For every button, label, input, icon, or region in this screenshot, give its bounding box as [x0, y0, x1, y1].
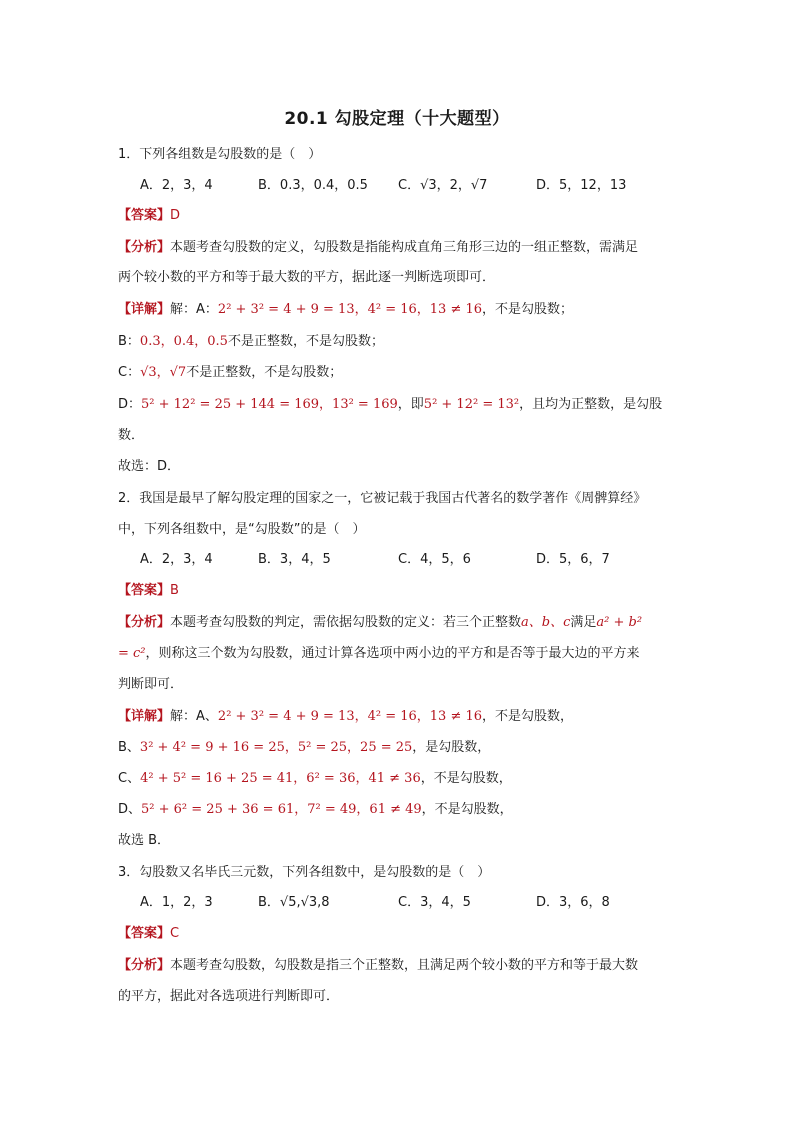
q3-answer-line: [118, 925, 179, 943]
q2-detail-text: D、: [118, 802, 142, 817]
q3-analysis-line-2: 的平方，据此对各选项进行判断即可．: [118, 989, 340, 1004]
q2-option-b: B．3，4，5: [258, 552, 331, 567]
q1-detail-text: ，即: [397, 397, 424, 412]
analysis-tag: 【分析】: [118, 958, 171, 973]
q1-detail-math: 5² + 12² = 13²: [423, 397, 520, 412]
q1-detail-math: 5² + 12² = 25 + 144 = 169，13² = 169: [141, 397, 398, 412]
q1-analysis-line-1: [118, 239, 638, 257]
q2-analysis-text: 本题考查勾股数的判定，需依据勾股数的定义：若三个正整数: [170, 615, 522, 630]
q2-detail-text: ，不是勾股数，: [421, 802, 513, 817]
q1-analysis-line-2: 两个较小数的平方和等于最大数的平方，据此逐一判断选项即可．: [118, 270, 496, 285]
q1-detail-line-4: [118, 396, 662, 414]
q2-detail-line-3: [118, 770, 512, 788]
q2-detail-text: C、: [118, 771, 141, 786]
q2-analysis-text: 满足: [570, 615, 597, 630]
page-title: 20.1 勾股定理（十大题型）: [284, 109, 510, 129]
q2-answer: B: [170, 583, 179, 598]
q2-analysis-line-1: [118, 614, 642, 632]
q2-conclusion: 故选 B．: [118, 833, 171, 848]
q2-option-a: A．2，3，4: [140, 552, 213, 567]
q1-detail-math: 0.3，0.4，0.5: [139, 334, 228, 349]
q2-analysis-line-3: 判断即可．: [118, 677, 184, 692]
q3-option-b: B．√5,√3,8: [258, 895, 330, 910]
q1-detail-math: √3，√7: [140, 365, 187, 380]
q1-conclusion: 故选：D．: [118, 459, 181, 474]
q1-answer: D: [170, 208, 181, 223]
q2-option-d: D．5，6，7: [536, 552, 610, 567]
q1-stem: 1．下列各组数是勾股数的是（ ）: [118, 147, 322, 162]
q3-answer: C: [170, 926, 180, 941]
q2-detail-text: B、: [118, 740, 140, 755]
q3-option-a: A．1，2，3: [140, 895, 213, 910]
q2-analysis-line-2: [118, 645, 640, 663]
q1-option-b: B．0.3，0.4，0.5: [258, 178, 368, 193]
q2-detail-text: ，不是勾股数，: [482, 709, 574, 724]
q1-detail-text: D：: [118, 397, 142, 412]
q1-detail-line-1: [118, 301, 573, 319]
analysis-tag: 【分析】: [118, 615, 171, 630]
answer-tag: 【答案】: [118, 583, 171, 598]
q2-detail-text: ，不是勾股数，: [420, 771, 512, 786]
q2-option-c: C．4，5，6: [398, 552, 471, 567]
q1-detail-text: B：: [118, 334, 140, 349]
q3-analysis-text: 本题考查勾股数，勾股数是指三个正整数，且满足两个较小数的平方和等于最大数: [170, 958, 639, 973]
q1-detail-text: 解：A：: [170, 302, 218, 317]
q1-detail-line-3: [118, 364, 342, 382]
detail-tag: 【详解】: [118, 302, 171, 317]
q1-detail-text: 不是正整数，不是勾股数；: [186, 365, 343, 380]
q2-detail-text: 解：A、: [170, 709, 218, 724]
q1-detail-text: ，且均为正整数，是勾股: [519, 397, 663, 412]
analysis-tag: 【分析】: [118, 240, 171, 255]
q2-detail-text: ，是勾股数，: [412, 740, 491, 755]
answer-tag: 【答案】: [118, 208, 171, 223]
q2-analysis-math: a² + b²: [596, 615, 643, 630]
q1-detail-text: C：: [118, 365, 141, 380]
q2-stem-line-1: 2．我国是最早了解勾股定理的国家之一，它被记载于我国古代著名的数学著作《周髀算经》: [118, 491, 647, 506]
q2-answer-line: [118, 582, 179, 600]
q1-option-a: A．2，3，4: [140, 178, 213, 193]
q1-option-c: C．√3，2，√7: [398, 178, 488, 193]
q1-detail-math: 2² + 3² = 4 + 9 = 13，4² = 16，13 ≠ 16: [217, 302, 483, 317]
q2-analysis-math: = c²: [118, 646, 146, 661]
q1-analysis-text: 本题考查勾股数的定义，勾股数是指能构成直角三角形三边的一组正整数，需满足: [170, 240, 639, 255]
q3-analysis-line-1: [118, 957, 638, 975]
answer-tag: 【答案】: [118, 926, 171, 941]
detail-tag: 【详解】: [118, 709, 171, 724]
q2-detail-math: 5² + 6² = 25 + 36 = 61，7² = 49，61 ≠ 49: [141, 802, 422, 817]
q2-stem-line-2: 中，下列各组数中，是“勾股数”的是（ ）: [118, 522, 366, 537]
q1-detail-text: ，不是勾股数；: [482, 302, 574, 317]
q2-detail-line-2: [118, 739, 490, 757]
q2-detail-line-1: [118, 708, 573, 726]
q1-detail-text: 不是正整数，不是勾股数；: [227, 334, 384, 349]
q2-detail-line-4: [118, 801, 513, 819]
q2-detail-math: 3² + 4² = 9 + 16 = 25，5² = 25，25 = 25: [139, 740, 413, 755]
q1-answer-line: [118, 207, 180, 225]
q3-stem: 3．勾股数又名毕氏三元数，下列各组数中，是勾股数的是（ ）: [118, 865, 491, 880]
q3-option-d: D．3，6，8: [536, 895, 610, 910]
q2-analysis-text: ，则称这三个数为勾股数，通过计算各选项中两小边的平方和是否等于最大边的平方来: [145, 646, 640, 661]
q2-analysis-math: a、b、c: [521, 615, 571, 630]
q3-option-c: C．3，4，5: [398, 895, 471, 910]
q1-detail-line-2: [118, 333, 384, 351]
q2-detail-math: 4² + 5² = 16 + 25 = 41，6² = 36，41 ≠ 36: [140, 771, 421, 786]
q1-option-d: D．5，12，13: [536, 178, 627, 193]
q1-detail-line-5: 数．: [118, 428, 145, 443]
q2-detail-math: 2² + 3² = 4 + 9 = 13，4² = 16，13 ≠ 16: [217, 709, 483, 724]
